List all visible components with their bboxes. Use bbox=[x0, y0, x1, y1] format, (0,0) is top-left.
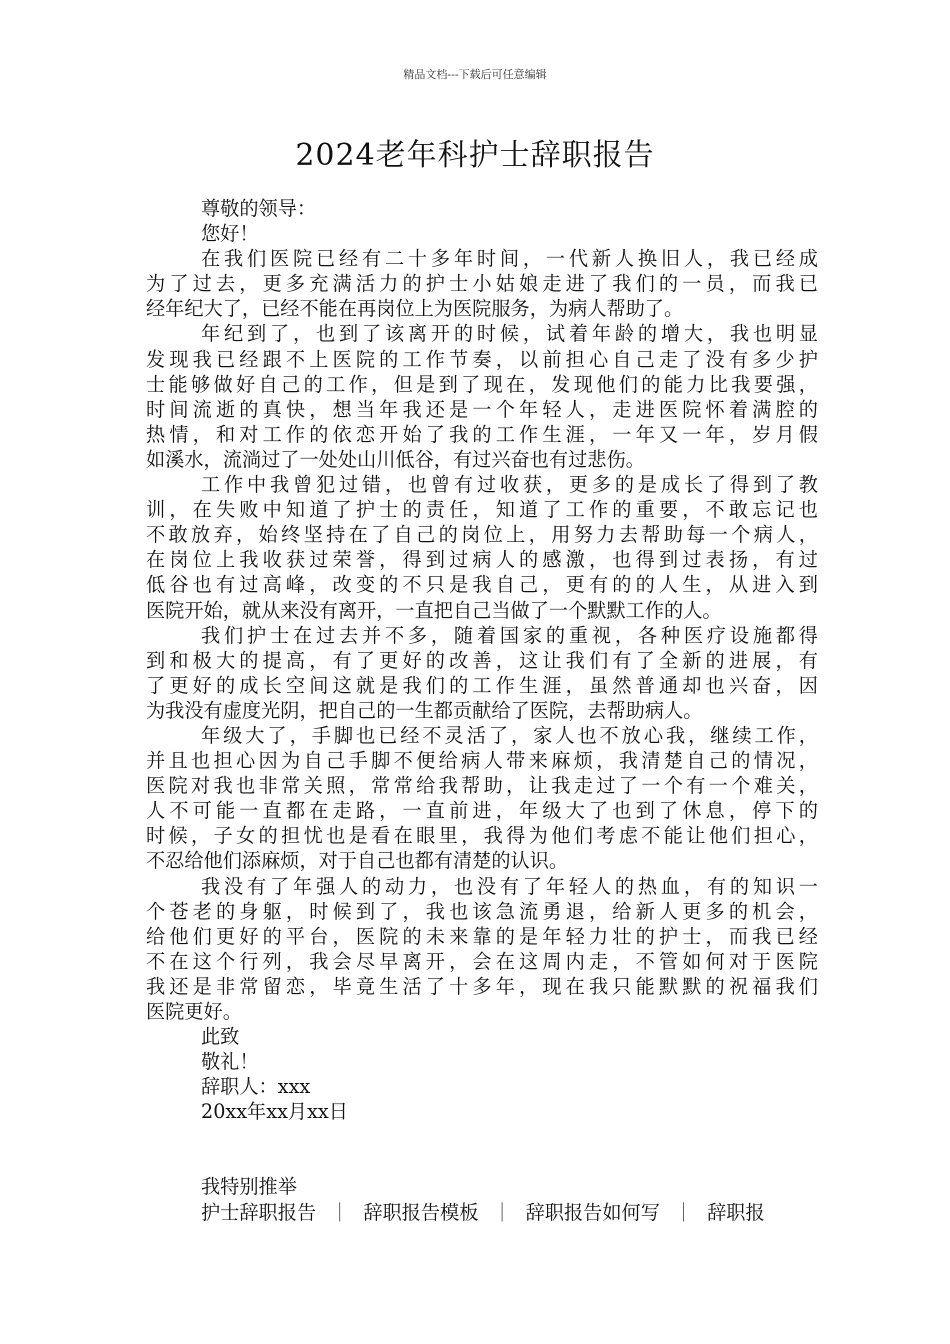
spacer bbox=[146, 1124, 818, 1174]
related-link[interactable]: 辞职报告如何写 bbox=[525, 1200, 660, 1224]
paragraph-line: 工作中我曾犯过错，也曾有过收获，更多的是成长了得到了教 bbox=[201, 473, 818, 497]
paragraph-line: 年纪到了，也到了该离开的时候，试着年龄的增大，我也明显 bbox=[201, 322, 818, 346]
paragraph-line: 医院开始，就从来没有离开，一直把自己当做了一个默默工作的人。 bbox=[146, 598, 722, 622]
paragraph-line: 并且也担心因为自己手脚不便给病人带来麻烦，我清楚自己的情况， bbox=[146, 749, 818, 773]
paragraph-line: 不在这个行列，我会尽早离开，会在这周内走，不管如何对于医院 bbox=[146, 949, 818, 973]
header-note: 精品文档---下载后可任意编辑 bbox=[403, 68, 547, 81]
paragraph-line: 了更好的成长空间这就是我们的工作生涯，虽然普通却也兴奋，因 bbox=[146, 673, 818, 697]
paragraph-line: 人不可能一直都在走路，一直前进，年级大了也到了休息，停下的 bbox=[146, 799, 818, 823]
paragraphs bbox=[146, 246, 818, 1024]
link-separator: ｜ bbox=[673, 1200, 694, 1224]
paragraph-line: 训，在失败中知道了护士的责任，知道了工作的重要，不敢忘记也 bbox=[146, 498, 818, 522]
paragraph-line: 时候，子女的担忧也是看在眼里，我得为他们考虑不能让他们担心， bbox=[146, 824, 818, 848]
paragraph-line: 不忍给他们添麻烦，对于自己也都有清楚的认识。 bbox=[146, 849, 569, 873]
paragraph-line: 为我没有虚度光阴，把自己的一生都贡献给了医院，去帮助病人。 bbox=[146, 698, 703, 722]
paragraph-line: 时间流逝的真快，想当年我还是一个年轻人，走进医院怀着满腔的 bbox=[146, 397, 818, 421]
paragraph-line: 如溪水，流淌过了一处处山川低谷，有过兴奋也有过悲伤。 bbox=[146, 447, 645, 471]
closing: 此致 bbox=[201, 1025, 240, 1049]
paragraph-line: 士能够做好自己的工作，但是到了现在，发现他们的能力比我要强， bbox=[146, 372, 818, 396]
regards: 敬礼！ bbox=[201, 1050, 259, 1074]
recommend-heading: 我特别推举 bbox=[201, 1175, 297, 1199]
document-title: 2024老年科护士辞职报告 bbox=[295, 138, 655, 173]
paragraph-line: 发现我已经跟不上医院的工作节奏，以前担心自己走了没有多少护 bbox=[146, 347, 818, 371]
letter-body bbox=[146, 196, 818, 1225]
paragraph-line: 经年纪大了，已经不能在再岗位上为医院服务，为病人帮助了。 bbox=[146, 297, 684, 321]
paragraph-line: 我还是非常留恋，毕竟生活了十多年，现在我只能默默的祝福我们 bbox=[146, 974, 818, 998]
link-separator: ｜ bbox=[492, 1200, 512, 1224]
paragraph-line: 医院对我也非常关照，常常给我帮助，让我走过了一个有一个难关， bbox=[146, 774, 818, 798]
link-separator: ｜ bbox=[330, 1200, 350, 1224]
paragraph-line: 个苍老的身躯，时候到了，我也该急流勇退，给新人更多的机会， bbox=[146, 899, 818, 923]
paragraph-line: 到和极大的提高，有了更好的改善，这让我们有了全新的进展，有 bbox=[146, 648, 818, 672]
paragraph-line: 热情，和对工作的依恋开始了我的工作生涯，一年又一年，岁月假 bbox=[146, 422, 818, 446]
paragraph-line: 为了过去，更多充满活力的护士小姑娘走进了我们的一员，而我已 bbox=[146, 272, 818, 296]
paragraph-line: 低谷也有过高峰，改变的不只是我自己，更有的的人生，从进入到 bbox=[146, 573, 818, 597]
salutation: 尊敬的领导： bbox=[201, 197, 317, 220]
paragraph-line: 我没有了年强人的动力，也没有了年轻人的热血，有的知识一 bbox=[201, 874, 818, 898]
date: 20xx年xx月xx日 bbox=[201, 1100, 348, 1124]
related-links bbox=[146, 1200, 818, 1225]
paragraph-line: 在岗位上我收获过荣誉，得到过病人的感激，也得到过表扬，有过 bbox=[146, 548, 818, 572]
paragraph-line: 给他们更好的平台，医院的未来靠的是年轻力壮的护士，而我已经 bbox=[146, 924, 818, 948]
paragraph-line: 不敢放弃，始终坚持在了自己的岗位上，用努力去帮助每一个病人， bbox=[146, 523, 818, 547]
greeting: 您好！ bbox=[201, 222, 259, 246]
related-link[interactable]: 辞职报告模板 bbox=[363, 1200, 479, 1224]
paragraph-line: 我们护士在过去并不多，随着国家的重视，各种医疗设施都得 bbox=[201, 623, 818, 647]
signature: 辞职人：xxx bbox=[201, 1075, 311, 1099]
related-link[interactable]: 护士辞职报告 bbox=[201, 1200, 317, 1224]
paragraph-line: 医院更好。 bbox=[146, 1000, 242, 1023]
paragraph-line: 年级大了，手脚也已经不灵活了，家人也不放心我，继续工作， bbox=[201, 723, 818, 747]
related-link[interactable]: 辞职报 bbox=[707, 1200, 765, 1224]
paragraph-line: 在我们医院已经有二十多年时间，一代新人换旧人，我已经成 bbox=[201, 247, 818, 271]
